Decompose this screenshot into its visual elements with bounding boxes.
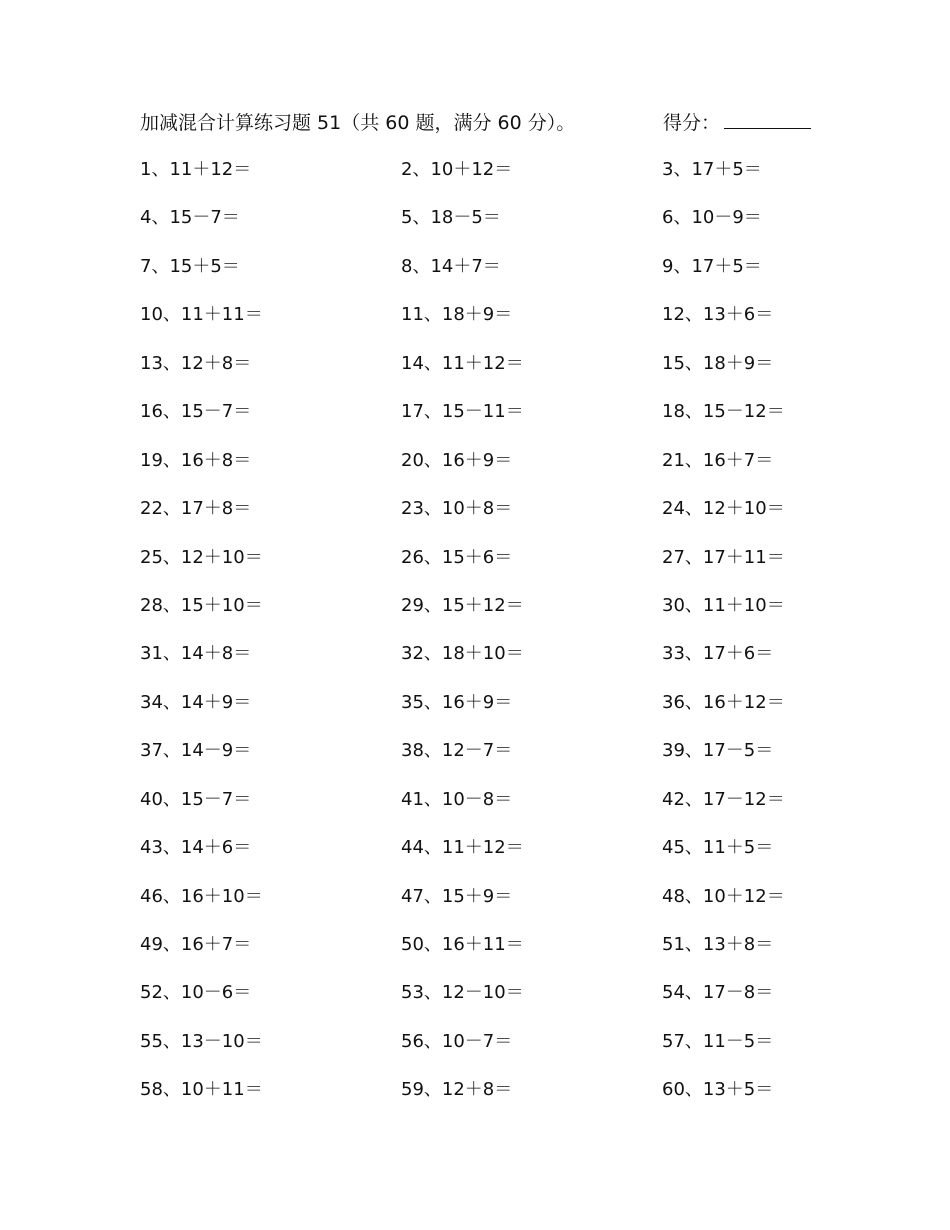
problem-item: 41、10－8＝ [401, 788, 513, 810]
problem-item: 32、18＋10＝ [401, 643, 524, 665]
problem-item: 38、12－7＝ [401, 740, 513, 762]
problem-item: 59、12＋8＝ [401, 1079, 513, 1101]
problem-item: 42、17－12＝ [662, 788, 785, 810]
problem-item: 30、11＋10＝ [662, 594, 785, 616]
problem-item: 57、11－5＝ [662, 1030, 774, 1052]
problem-item: 36、16＋12＝ [662, 691, 785, 713]
problem-item: 22、17＋8＝ [140, 498, 252, 520]
problem-item: 53、12－10＝ [401, 982, 524, 1004]
worksheet-header [140, 108, 820, 138]
problem-item: 5、18－5＝ [401, 207, 501, 229]
problem-item: 28、15＋10＝ [140, 594, 263, 616]
problem-item: 7、15＋5＝ [140, 255, 240, 277]
problem-item: 49、16＋7＝ [140, 934, 252, 955]
problem-item: 34、14＋9＝ [140, 691, 252, 713]
problem-item: 25、12＋10＝ [140, 546, 263, 568]
worksheet-title: 加减混合计算练习题 51（共 60 题，满分 60 分）。 [140, 112, 576, 134]
problem-item: 3、17＋5＝ [662, 159, 762, 180]
problem-item: 54、17－8＝ [662, 982, 774, 1004]
problem-item: 55、13－10＝ [140, 1030, 263, 1052]
problem-item: 21、16＋7＝ [662, 449, 774, 471]
problem-item: 19、16＋8＝ [140, 449, 252, 471]
problem-grid [140, 154, 840, 1123]
problem-item: 24、12＋10＝ [662, 498, 785, 520]
problem-item: 15、18＋9＝ [662, 352, 774, 374]
problem-item: 8、14＋7＝ [401, 255, 501, 277]
problem-item: 17、15－11＝ [401, 401, 524, 423]
problem-item: 13、12＋8＝ [140, 352, 252, 374]
problem-item: 40、15－7＝ [140, 788, 252, 810]
problem-item: 31、14＋8＝ [140, 643, 252, 665]
problem-item: 37、14－9＝ [140, 740, 252, 762]
problem-item: 35、16＋9＝ [401, 691, 513, 713]
problem-item: 1、11＋12＝ [140, 159, 252, 180]
problem-item: 16、15－7＝ [140, 401, 252, 423]
problem-item: 10、11＋11＝ [140, 304, 263, 326]
problem-item: 11、18＋9＝ [401, 304, 513, 326]
problem-item: 51、13＋8＝ [662, 934, 774, 955]
problem-item: 6、10－9＝ [662, 207, 762, 229]
problem-item: 29、15＋12＝ [401, 594, 524, 616]
score-blank-line[interactable] [724, 108, 811, 129]
problem-item: 48、10＋12＝ [662, 885, 785, 907]
problem-item: 26、15＋6＝ [401, 546, 513, 568]
problem-item: 23、10＋8＝ [401, 498, 513, 520]
problem-item: 14、11＋12＝ [401, 352, 524, 374]
score-area [663, 108, 811, 138]
problem-item: 58、10＋11＝ [140, 1079, 263, 1101]
problem-item: 52、10－6＝ [140, 982, 252, 1004]
problem-item: 50、16＋11＝ [401, 934, 524, 955]
problem-item: 43、14＋6＝ [140, 837, 252, 859]
problem-item: 47、15＋9＝ [401, 885, 513, 907]
problem-item: 20、16＋9＝ [401, 449, 513, 471]
problem-item: 44、11＋12＝ [401, 837, 524, 859]
problem-item: 4、15－7＝ [140, 207, 240, 229]
problem-item: 2、10＋12＝ [401, 159, 513, 180]
problem-item: 27、17＋11＝ [662, 546, 785, 568]
score-label: 得分： [663, 112, 721, 134]
problem-item: 9、17＋5＝ [662, 255, 762, 277]
problem-item: 33、17＋6＝ [662, 643, 774, 665]
problem-item: 45、11＋5＝ [662, 837, 774, 859]
problem-item: 39、17－5＝ [662, 740, 774, 762]
problem-item: 18、15－12＝ [662, 401, 785, 423]
problem-item: 12、13＋6＝ [662, 304, 774, 326]
problem-item: 46、16＋10＝ [140, 885, 263, 907]
problem-item: 56、10－7＝ [401, 1030, 513, 1052]
problem-item: 60、13＋5＝ [662, 1079, 774, 1101]
